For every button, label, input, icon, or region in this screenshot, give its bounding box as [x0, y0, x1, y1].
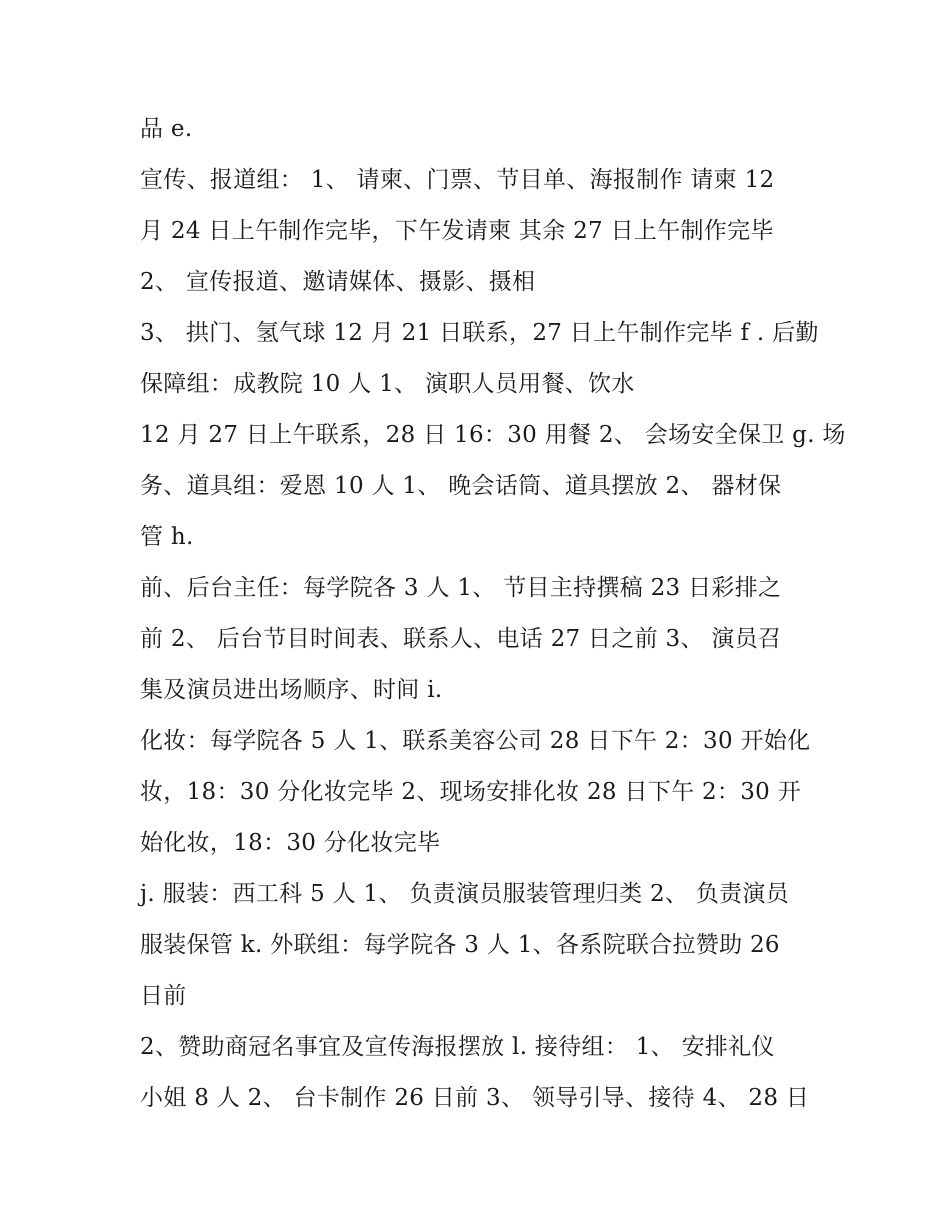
- text-line-10: 前、后台主任：每学院各 3 人 1、 节目主持撰稿 23 日彩排之: [140, 575, 782, 601]
- text-line-4: 2、 宣传报道、邀请媒体、摄影、摄相: [140, 269, 536, 295]
- text-line-5: 3、 拱门、氢气球 12 月 21 日联系，27 日上午制作完毕 f . 后勤: [140, 320, 819, 346]
- text-line-17: 服装保管 k. 外联组：每学院各 3 人 1、各系院联合拉赞助 26: [140, 932, 780, 958]
- text-line-6: 保障组：成教院 10 人 1、 演职人员用餐、饮水: [140, 371, 635, 397]
- text-line-9: 管 h.: [140, 524, 194, 550]
- text-line-3: 月 24 日上午制作完毕，下午发请柬 其余 27 日上午制作完毕: [140, 218, 774, 244]
- document-body: [140, 104, 846, 1124]
- text-line-15: 始化妆，18：30 分化妆完毕: [140, 830, 441, 856]
- text-line-1: 品 e.: [140, 116, 193, 142]
- text-line-8: 务、道具组：爱恩 10 人 1、 晚会话筒、道具摆放 2、 器材保: [140, 473, 782, 499]
- text-line-2: 宣传、报道组： 1、 请柬、门票、节目单、海报制作 请柬 12: [140, 167, 775, 193]
- text-line-14: 妆，18：30 分化妆完毕 2、现场安排化妆 28 日下午 2：30 开: [140, 779, 801, 805]
- text-line-16: j. 服装：西工科 5 人 1、 负责演员服装管理归类 2、 负责演员: [140, 881, 790, 907]
- text-line-12: 集及演员进出场顺序、时间 i.: [140, 677, 443, 703]
- text-line-11: 前 2、 后台节目时间表、联系人、电话 27 日之前 3、 演员召: [140, 626, 782, 652]
- text-line-13: 化妆：每学院各 5 人 1、联系美容公司 28 日下午 2：30 开始化: [140, 728, 811, 754]
- text-line-19: 2、赞助商冠名事宜及宣传海报摆放 l. 接待组： 1、 安排礼仪: [140, 1034, 775, 1060]
- text-line-7: 12 月 27 日上午联系，28 日 16：30 用餐 2、 会场安全保卫 g. 场: [140, 422, 846, 448]
- text-line-20: 小姐 8 人 2、 台卡制作 26 日前 3、 领导引导、接待 4、 28 日: [140, 1085, 810, 1111]
- text-line-18: 日前: [140, 983, 187, 1009]
